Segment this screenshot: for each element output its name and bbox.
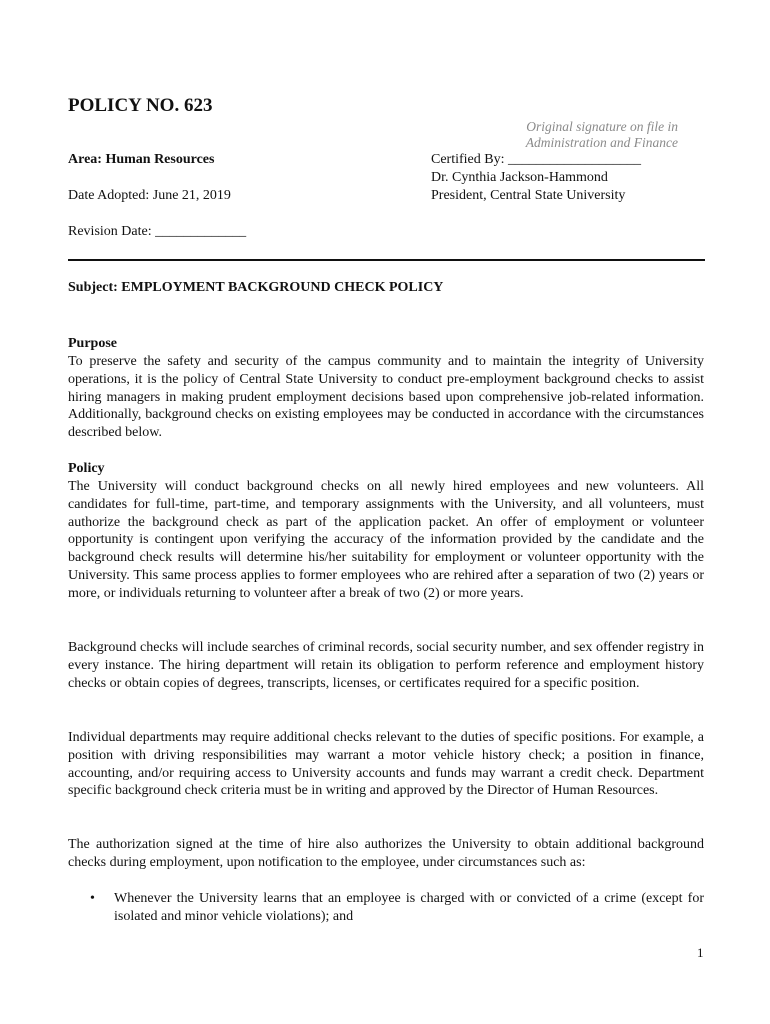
bullet-icon: • — [90, 891, 95, 906]
subject-line: Subject: EMPLOYMENT BACKGROUND CHECK POLICY — [68, 280, 444, 295]
purpose-body: To preserve the safety and security of the campus community and to maintain the integrity of University operations, it is the policy of Central State University to conduct pre-employment background checks to assist hiring managers in making prudent employment decisions based upon comprehensive job-related information. Additionally, background checks on existing employees may be conducted in accordance with the circumstances described below. — [68, 354, 704, 441]
certified-by: Certified By: ___________________ — [431, 152, 641, 167]
certification-block — [431, 151, 641, 204]
signature-note-line1: Original signature on file in — [526, 119, 678, 134]
area-label: Area: Human Resources — [68, 152, 215, 167]
divider — [68, 259, 705, 261]
signature-note-line2: Administration and Finance — [525, 134, 678, 150]
bullet-item-1: Whenever the University learns that an employee is charged with or convicted of a crime (except for isolated and minor vehicle violations); and — [114, 891, 704, 924]
certifier-name: Dr. Cynthia Jackson-Hammond — [431, 169, 608, 185]
certifier-title: President, Central State University — [431, 187, 626, 203]
policy-paragraph-2: Background checks will include searches of criminal records, social security number, and sex offender registry in every instance. The hiring department will retain its obligation to perform reference and employment history checks or obtain copies of degrees, transcripts, licenses, or certificates required for a specific position. — [68, 640, 704, 691]
policy-title: POLICY NO. 623 — [68, 95, 213, 116]
policy-paragraph-4: The authorization signed at the time of hire also authorizes the University to obtain additional background checks during employment, upon notification to the employee, under circumstances such as: — [68, 837, 704, 870]
policy-paragraph-3: Individual departments may require additional checks relevant to the duties of specific positions. For example, a position with driving responsibilities may warrant a motor vehicle history check; a position in finance, accounting, and/or requiring access to University accounts and funds may warrant a credit check. Department specific background check criteria must be in writing and approved by the Director of Human Resources. — [68, 730, 704, 799]
purpose-heading: Purpose — [68, 336, 117, 351]
policy-paragraph-1: The University will conduct background checks on all newly hired employees and new volunteers. All candidates for full-time, part-time, and temporary assignments with the University, and all volunteers, must authorize the background check as part of the application packet. An offer of employment or volunteer opportunity is contingent upon verifying the accuracy of the information provided by the candidate and the background check results will determine his/her suitability for employment or volunteer opportunity with the University. This same process applies to former employees who are rehired after a separation of two (2) years or more, or individuals returning to volunteer after a break of two (2) or more years. — [68, 479, 704, 601]
revision-date: Revision Date: _____________ — [68, 224, 247, 239]
signature-note — [526, 119, 678, 150]
date-adopted: Date Adopted: June 21, 2019 — [68, 188, 231, 203]
policy-heading: Policy — [68, 461, 105, 476]
page-number: 1 — [697, 945, 704, 960]
